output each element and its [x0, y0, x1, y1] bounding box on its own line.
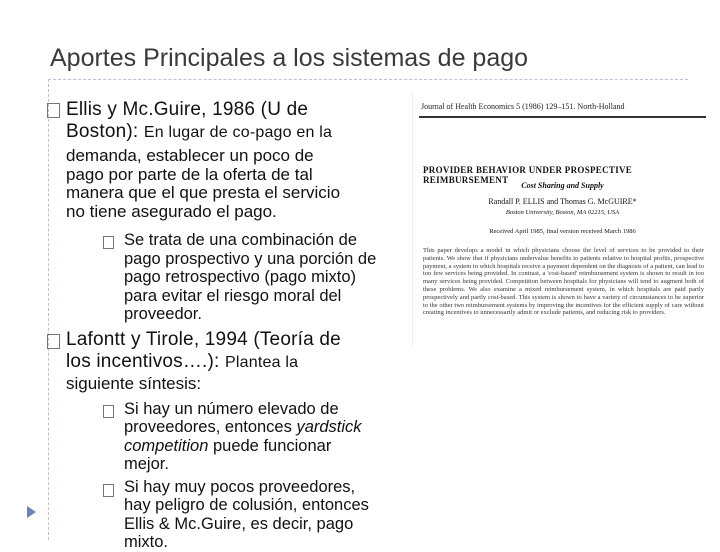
bullet-1-line: Boston): En lugar de co-pago en la	[66, 121, 333, 142]
checkbox-bullet-icon	[47, 101, 60, 118]
paper-excerpt-image	[412, 92, 712, 347]
left-divider	[48, 79, 49, 540]
bullet-1-line: Ellis y Mc.Guire, 1986 (U de	[66, 99, 309, 120]
bullet-1-line: pago por parte de la oferta de tal	[66, 164, 313, 184]
bullet-2-line: siguiente síntesis:	[66, 374, 202, 393]
paper-received: Received April 1985, final version received March 1986	[489, 228, 636, 235]
paper-title: PROVIDER BEHAVIOR UNDER PROSPECTIVE REIMBURSEMENT	[423, 165, 633, 185]
checkbox-sub-bullet-icon	[103, 481, 114, 498]
bullet-2: Lafontt y Tirole, 1994 (Teoría de los incentivos….): Plantea la	[66, 329, 341, 372]
bullet-1-body	[66, 147, 411, 221]
sub-bullet-2b: Si hay muy pocos proveedores, hay peligro de colusión, entonces Ellis & Mc.Guire, es decir, pago mixto.	[124, 478, 369, 552]
paper-abstract: This paper develops a model in which physicians choose the level of services to be provided to their patients. We show that if physicians undervalue benefits to patients relative to hospital profits, prospective payment, a system in which hospitals receive a payment dependent on the diagnosis of a patient, can lead to too few services being provided. In contrast, a 'cost-based' reimbursement system is shown to result in too many services being provided. Competition between hospitals for physicians will tend to augment both of these problems. We also examine a mixed reimbursement system, in which hospitals are paid partly prospectively and partly cost-based. This system is shown to have a variety of circumstances to be superior to the other two reimbursement systems by improving the incentives for the efficient supply of care without creating incentives to unnecessarily admit or exclude patients, and reducing risk to providers.	[423, 247, 704, 317]
bullet-1	[66, 99, 406, 144]
journal-reference: Journal of Health Economics 5 (1986) 129–151. North-Holland	[421, 102, 625, 111]
play-arrow-icon	[27, 506, 36, 518]
bullet-1-line: manera que el que presta el servicio	[66, 183, 341, 202]
checkbox-bullet-icon	[47, 332, 60, 349]
sub-bullet-2a: Si hay un número elevado de proveedores, entonces yardstick competition puede funcionar mejor.	[124, 400, 362, 474]
checkbox-sub-bullet-icon	[103, 402, 114, 419]
checkbox-sub-bullet-icon	[103, 233, 114, 250]
bullet-1-line: demanda, establecer un poco de	[66, 146, 314, 165]
paper-rule	[419, 116, 706, 118]
bullet-1-line: no tiene asegurado el pago.	[66, 201, 277, 221]
paper-affiliation: Boston University, Boston, MA 02215, USA	[505, 209, 620, 216]
title-divider	[48, 79, 688, 80]
sub-bullet-1: Se trata de una combinación de pago prospectivo y una porción de pago retrospectivo (pago mixto) para evitar el riesgo moral del proveedor.	[124, 231, 377, 324]
paper-authors: Randall P. ELLIS and Thomas G. McGUIRE*	[488, 197, 637, 206]
paper-subtitle: Cost Sharing and Supply	[521, 181, 604, 190]
slide-title: Aportes Principales a los sistemas de pago	[50, 44, 529, 72]
